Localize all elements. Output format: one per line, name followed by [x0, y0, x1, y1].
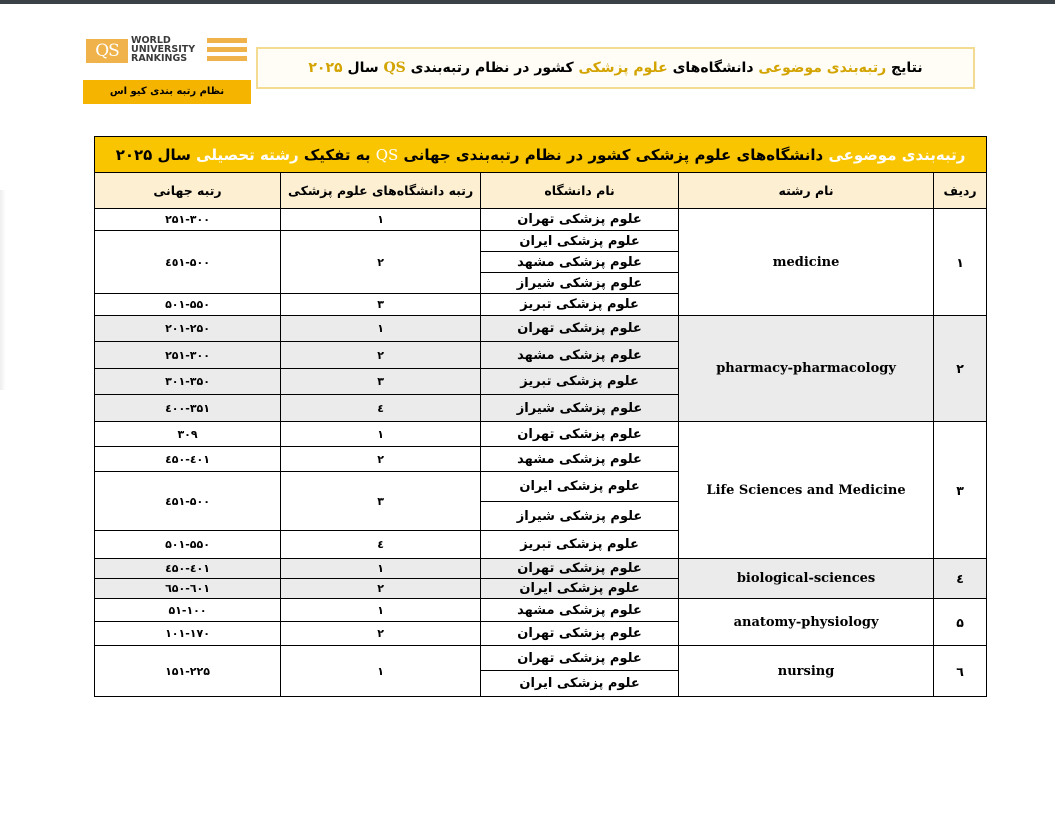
cell-field-name: biological-sciences [679, 559, 934, 599]
cell-med-rank: ۱ [281, 422, 481, 447]
table-row [95, 599, 987, 622]
cell-university-name: علوم پزشکی مشهد [481, 447, 679, 472]
cell-row-number: ۵ [934, 599, 987, 646]
cell-med-rank: ۳ [281, 472, 481, 531]
cell-university-name: علوم پزشکی تهران [481, 559, 679, 579]
caption-qs: QS [375, 145, 399, 164]
cell-university-name: علوم پزشکی ایران [481, 231, 679, 252]
header-row-number: ردیف [934, 173, 987, 209]
title-part-4: علوم پزشکی [578, 60, 668, 76]
cell-row-number: ٤ [934, 559, 987, 599]
cell-university-name: علوم پزشکی شیراز [481, 395, 679, 422]
cell-world-rank: ۲۵۱-۳۰۰ [95, 209, 281, 231]
cell-field-name: pharmacy-pharmacology [679, 316, 934, 422]
cell-med-rank: ۱ [281, 316, 481, 342]
table-row [95, 209, 987, 231]
logo-line-rankings: RANKINGS [131, 53, 188, 64]
logo-top [83, 36, 251, 74]
cell-med-rank: ۲ [281, 342, 481, 369]
header-field-name: نام رشته [679, 173, 934, 209]
header-university-name: نام دانشگاه [481, 173, 679, 209]
cell-world-rank: ۵۰۱-۵۵۰ [95, 531, 281, 559]
cell-university-name: علوم پزشکی تهران [481, 422, 679, 447]
page-title [256, 47, 975, 89]
cell-world-rank: ۵۱-۱۰۰ [95, 599, 281, 622]
cell-university-name: علوم پزشکی تبریز [481, 294, 679, 316]
logo-wordmark [131, 36, 195, 63]
table-caption [95, 137, 987, 173]
cell-med-rank: ۲ [281, 622, 481, 646]
logo-line-university: UNIVERSITY [131, 44, 196, 55]
cell-university-name: علوم پزشکی تهران [481, 209, 679, 231]
cell-university-name: علوم پزشکی تبریز [481, 531, 679, 559]
cell-med-rank: ٤ [281, 531, 481, 559]
table-row [95, 422, 987, 447]
cell-med-rank: ۱ [281, 209, 481, 231]
cell-world-rank: ٦۰۱-٦۵۰ [95, 579, 281, 599]
cell-university-name: علوم پزشکی مشهد [481, 342, 679, 369]
cell-world-rank: ۳۵۱-٤۰۰ [95, 395, 281, 422]
cell-field-name: Life Sciences and Medicine [679, 422, 934, 559]
cell-university-name: علوم پزشکی شیراز [481, 273, 679, 294]
title-part-3: دانشگاه‌های [672, 60, 754, 76]
cell-world-rank: ٤۰۱-٤۵۰ [95, 559, 281, 579]
cell-med-rank: ۱ [281, 599, 481, 622]
cell-med-rank: ۳ [281, 369, 481, 395]
cell-world-rank: ٤۵۱-۵۰۰ [95, 472, 281, 531]
logo-band-text: نظام رتبه بندی کیو اس [83, 80, 251, 104]
cell-med-rank: ۳ [281, 294, 481, 316]
cell-world-rank: ۲۵۱-۳۰۰ [95, 342, 281, 369]
table-row [95, 559, 987, 579]
cell-university-name: علوم پزشکی ایران [481, 579, 679, 599]
cell-row-number: ۳ [934, 422, 987, 559]
title-part-5: کشور در نظام رتبه‌بندی [410, 60, 574, 76]
cell-world-rank: ۳۰۹ [95, 422, 281, 447]
cell-world-rank: ۱۵۱-۲۲۵ [95, 646, 281, 697]
caption-part-4: به تفکیک [303, 145, 371, 164]
cell-university-name: علوم پزشکی تبریز [481, 369, 679, 395]
cell-world-rank: ۱۰۱-۱۷۰ [95, 622, 281, 646]
qs-logo [83, 36, 251, 104]
cell-med-rank: ۱ [281, 646, 481, 697]
cell-university-name: علوم پزشکی تهران [481, 646, 679, 671]
header-world-rank: رتبه جهانی [95, 173, 281, 209]
cell-world-rank: ٤٥۱-۵۰۰ [95, 231, 281, 294]
cell-med-rank: ۲ [281, 231, 481, 294]
title-year: ۲۰۲۵ [308, 60, 343, 76]
cell-med-rank: ٤ [281, 395, 481, 422]
table-row [95, 316, 987, 342]
cell-university-name: علوم پزشکی تهران [481, 316, 679, 342]
caption-year: سال ۲۰۲۵ [115, 145, 191, 164]
title-part-1: نتایج [891, 60, 923, 76]
rankings-table [94, 136, 987, 697]
title-qs: QS [383, 60, 406, 76]
cell-world-rank: ٤۰۱-٤۵۰ [95, 447, 281, 472]
cell-med-rank: ۲ [281, 579, 481, 599]
cell-university-name: علوم پزشکی ایران [481, 671, 679, 697]
caption-part-5: رشته تحصیلی [196, 145, 299, 164]
window-top-bar [0, 0, 1055, 4]
cell-world-rank: ۲۰۱-۲۵۰ [95, 316, 281, 342]
logo-line-world: WORLD [131, 35, 171, 46]
cell-field-name: anatomy-physiology [679, 599, 934, 646]
cell-world-rank: ۳۰۱-۳۵۰ [95, 369, 281, 395]
cell-university-name: علوم پزشکی مشهد [481, 252, 679, 273]
logo-bars-icon [207, 38, 247, 65]
qs-logo-mark: QS [86, 39, 128, 63]
cell-world-rank: ۵۰۱-۵۵۰ [95, 294, 281, 316]
cell-university-name: علوم پزشکی ایران [481, 472, 679, 502]
cell-field-name: medicine [679, 209, 934, 316]
cell-row-number: ۲ [934, 316, 987, 422]
cell-university-name: علوم پزشکی تهران [481, 622, 679, 646]
cell-university-name: علوم پزشکی شیراز [481, 502, 679, 531]
caption-part-2: دانشگاه‌های علوم پزشکی کشور در نظام رتبه‌بندی جهانی [403, 145, 824, 164]
title-part-2: رتبه‌بندی موضوعی [758, 60, 887, 76]
table-row [95, 646, 987, 671]
page-edge-shadow [0, 190, 6, 390]
cell-field-name: nursing [679, 646, 934, 697]
cell-university-name: علوم پزشکی مشهد [481, 599, 679, 622]
cell-row-number: ۱ [934, 209, 987, 316]
cell-row-number: ٦ [934, 646, 987, 697]
caption-part-1: رتبه‌بندی موضوعی [828, 145, 966, 164]
title-year-label: سال [347, 60, 379, 76]
header-med-rank: رتبه دانشگاه‌های علوم پزشکی [281, 173, 481, 209]
cell-med-rank: ۲ [281, 447, 481, 472]
table-body [95, 209, 987, 697]
cell-med-rank: ۱ [281, 559, 481, 579]
